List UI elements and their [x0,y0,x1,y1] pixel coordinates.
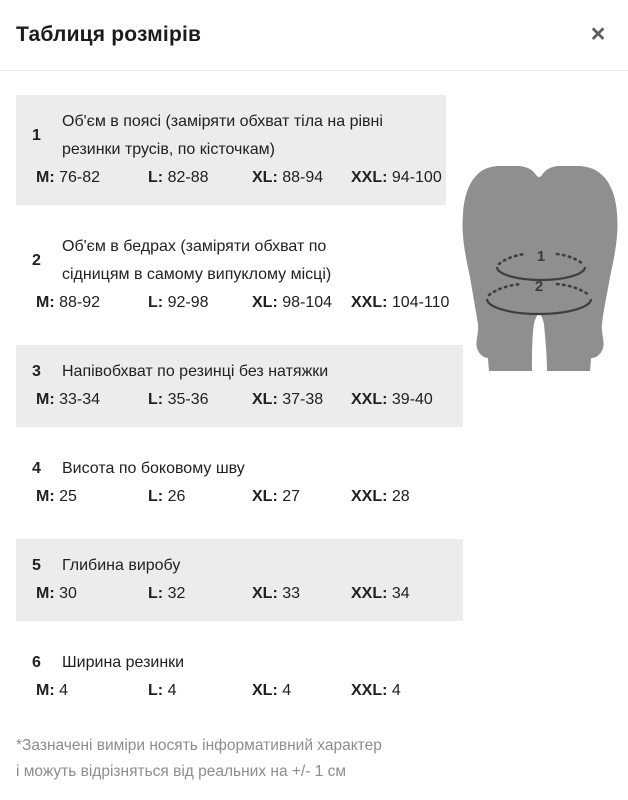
row-number: 1 [32,127,41,144]
modal-title: Таблиця розмірів [16,23,202,46]
size-cell: XL: 27 [252,488,301,505]
row-number: 4 [32,460,41,477]
size-cell: L: 92-98 [148,294,209,311]
hip-measure-label: 2 [534,278,544,295]
close-icon[interactable]: × [580,16,616,52]
row-description: Об'єм в бедрах (заміряти обхват по сідницям в самому випуклому місці) [62,238,332,283]
row-sizes [36,677,447,705]
size-cell: L: 4 [148,682,177,699]
size-row-2 [16,220,450,330]
size-cell: L: 32 [148,585,186,602]
size-cell: XL: 98-104 [252,294,333,311]
size-row-5 [16,539,463,621]
row-sizes [36,386,447,414]
row-sizes [36,164,442,192]
row-description: Глибина виробу [62,557,181,574]
size-cell: M: 88-92 [36,294,101,311]
row-description: Об'єм в поясі (заміряти обхват тіла на рівні резинки трусів, по кісточкам) [62,113,383,158]
row-number: 2 [32,252,41,269]
size-cell: L: 26 [148,488,186,505]
size-cell: XL: 88-94 [252,169,324,186]
size-cell: L: 82-88 [148,169,209,186]
row-description: Напівобхват по резинці без натяжки [62,363,329,380]
size-cell: XL: 37-38 [252,391,324,408]
row-sizes [36,289,450,317]
size-diagram [453,164,628,371]
size-cell: M: 30 [36,585,77,602]
row-description: Висота по боковому шву [62,460,245,477]
row-sizes [36,483,447,511]
size-cell: M: 76-82 [36,169,101,186]
size-row-4 [16,442,463,524]
torso-silhouette [463,166,618,371]
size-cell: XL: 4 [252,682,292,699]
size-cell: XXL: 28 [351,488,410,505]
size-cell: XXL: 39-40 [351,391,433,408]
waist-measure-label: 1 [536,248,546,265]
row-number: 5 [32,557,41,574]
row-description: Ширина резинки [62,654,185,671]
size-cell: M: 25 [36,488,77,505]
size-cell: M: 33-34 [36,391,101,408]
size-cell: XXL: 34 [351,585,410,602]
size-cell: M: 4 [36,682,69,699]
size-cell: L: 35-36 [148,391,209,408]
row-sizes [36,580,447,608]
size-row-6 [16,636,463,718]
modal-header [0,0,628,71]
size-row-3 [16,345,463,427]
size-table-content [0,71,628,785]
size-cell: XXL: 94-100 [351,169,442,186]
row-number: 6 [32,654,41,671]
size-cell: XXL: 4 [351,682,401,699]
size-cell: XXL: 104-110 [351,294,450,311]
row-number: 3 [32,363,41,380]
footnote: *Зазначені виміри носять інформативний характер і можуть відрізняться від реальних на +/- 1 см [16,737,382,780]
size-row-1 [16,95,446,205]
size-cell: XL: 33 [252,585,301,602]
